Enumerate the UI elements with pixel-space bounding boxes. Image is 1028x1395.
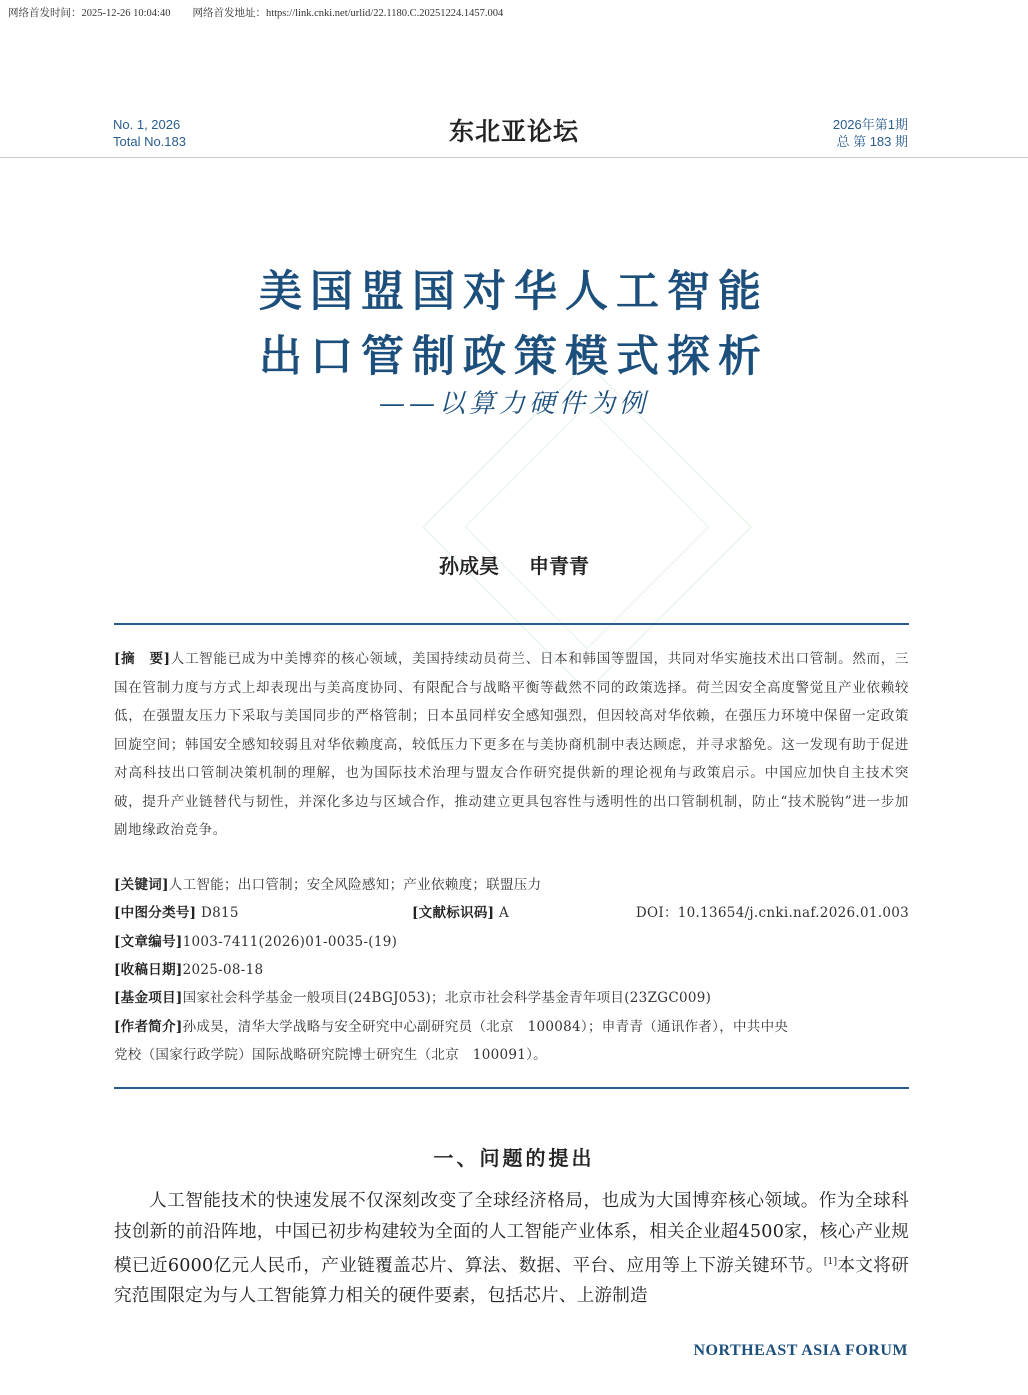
doc-code [412,903,509,923]
publish-meta [8,5,503,20]
citation-mark: [1] [823,1257,838,1267]
abstract-text: 人工智能已成为中美博弈的核心领域，美国持续动员荷兰、日本和韩国等盟国，共同对华实施技术出口管制。然而，三国在管制力度与方式上却表现出与美高度协同、有限配合与战略平衡等截然不同的政策选择。荷兰因安全高度警觉且产业依赖较低，在强盟友压力下采取与美国同步的严格管制；日本虽同样安全感知强烈，但因较高对华依赖，在强压力环境中保留一定政策回旋空间；韩国安全感知较弱且对华依赖度高，较低压力下更多在与美协商机制中表达顾虑，并寻求豁免。这一发现有助于促进对高科技出口管制决策机制的理解，也为国际技术治理与盟友合作研究提供新的理论视角与政策启示。中国应加快自主技术突破，提升产业链替代与韧性，并深化多边与区域合作，推动建立更具包容性与透明性的出口管制机制，防止“技术脱钩”进一步加剧地缘政治竞争。 [114,651,909,838]
issue-info-cn [833,116,908,150]
publish-time: 网络首发时间：2025-12-26 10:04:40 [8,8,171,19]
author-bio [114,1017,909,1037]
received-date [114,960,909,980]
total-number-cn: 总 第 183 期 [836,134,908,149]
publish-url: 网络首发地址：https://link.cnki.net/urlid/22.1180.C.20251224.1457.004 [192,8,504,19]
author-bio-label: [作者简介] [114,1019,183,1035]
article-number-value: 1003-7411(2026)01-0035-(19) [182,934,398,950]
received-date-value: 2025-08-18 [182,962,264,978]
body-text-a: 人工智能技术的快速发展不仅深刻改变了全球经济格局，也成为大国博弈核心领域。作为全球科技创新的前沿阵地，中国已初步构建较为全面的人工智能产业体系，相关企业超4500家，核心产业规模已近6000亿元人民币，产业链覆盖芯片、算法、数据、平台、应用等上下游关键环节。 [114,1191,909,1276]
author-list [0,550,1028,579]
title-line-1: 美国盟国对华人工智能 [259,267,769,317]
issue-number-en: No. 1, 2026 [113,117,181,132]
author-bio-line-1: 孙成昊，清华大学战略与安全研究中心副研究员（北京 100084）；申青青（通讯作者），中共中央 [182,1019,789,1035]
title-line-2: 出口管制政策模式探析 [259,332,769,382]
footer-journal-name: NORTHEAST ASIA FORUM [693,1342,908,1359]
journal-name: 东北亚论坛 [448,117,579,146]
fund-label: [基金项目] [114,990,183,1006]
subtitle: ——以算力硬件为例 [378,389,649,419]
issue-number-cn: 2026年第1期 [832,117,908,132]
abstract-label: [摘 要] [114,651,171,667]
keywords-value: 人工智能；出口管制；安全风险感知；产业依赖度；联盟压力 [168,877,542,893]
fund [114,988,909,1008]
doi: DOI：10.13654/j.cnki.naf.2026.01.003 [635,905,909,921]
body-paragraph [114,1186,909,1312]
received-date-label: [收稿日期] [114,962,183,978]
author-bio-continued: 党校（国家行政学院）国际战略研究院博士研究生（北京 100091）。 [114,1047,547,1063]
classification-row [114,903,909,923]
author-name: 孙成昊 [439,554,499,578]
abstract-top-rule [114,623,909,625]
body-text-b: 本文将研究范围限定为与人工智能算力相关的硬件要素，包括芯片、上游制造 [114,1255,909,1307]
author-name: 申青青 [529,554,589,578]
abstract-bottom-rule [114,1087,909,1089]
watermark-inner-shape [464,404,710,650]
fund-value: 国家社会科学基金一般项目(24BGJ053)；北京市社会科学基金青年项目(23ZGC009) [182,990,712,1006]
doc-code-label: [文献标识码] [412,905,495,921]
header-divider [0,157,1028,158]
total-number-en: Total No.183 [113,134,186,149]
article-number [114,932,909,952]
article-number-label: [文章编号] [114,934,183,950]
abstract [114,645,909,845]
keywords [114,875,909,895]
clc-value: D815 [200,905,239,921]
clc-label: [中图分类号] [114,905,197,921]
doc-code-value: A [498,905,510,921]
section-heading: 一、问题的提出 [433,1146,595,1170]
keywords-label: [关键词] [114,877,169,893]
